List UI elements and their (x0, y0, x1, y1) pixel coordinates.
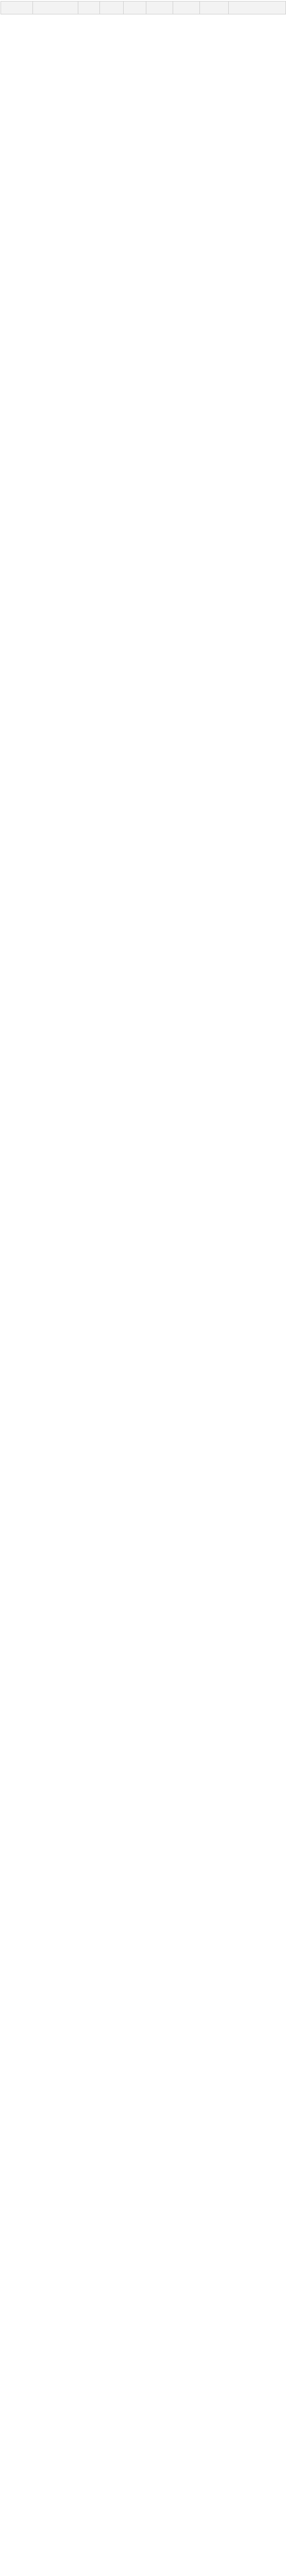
column-header (229, 2, 286, 14)
column-header (173, 2, 200, 14)
column-header (124, 2, 146, 14)
column-header (200, 2, 229, 14)
table-header-row (1, 2, 286, 14)
column-header (33, 2, 78, 14)
data-table (1, 1, 286, 14)
column-header (78, 2, 100, 14)
column-header (100, 2, 124, 14)
column-header (1, 2, 33, 14)
column-header (146, 2, 173, 14)
